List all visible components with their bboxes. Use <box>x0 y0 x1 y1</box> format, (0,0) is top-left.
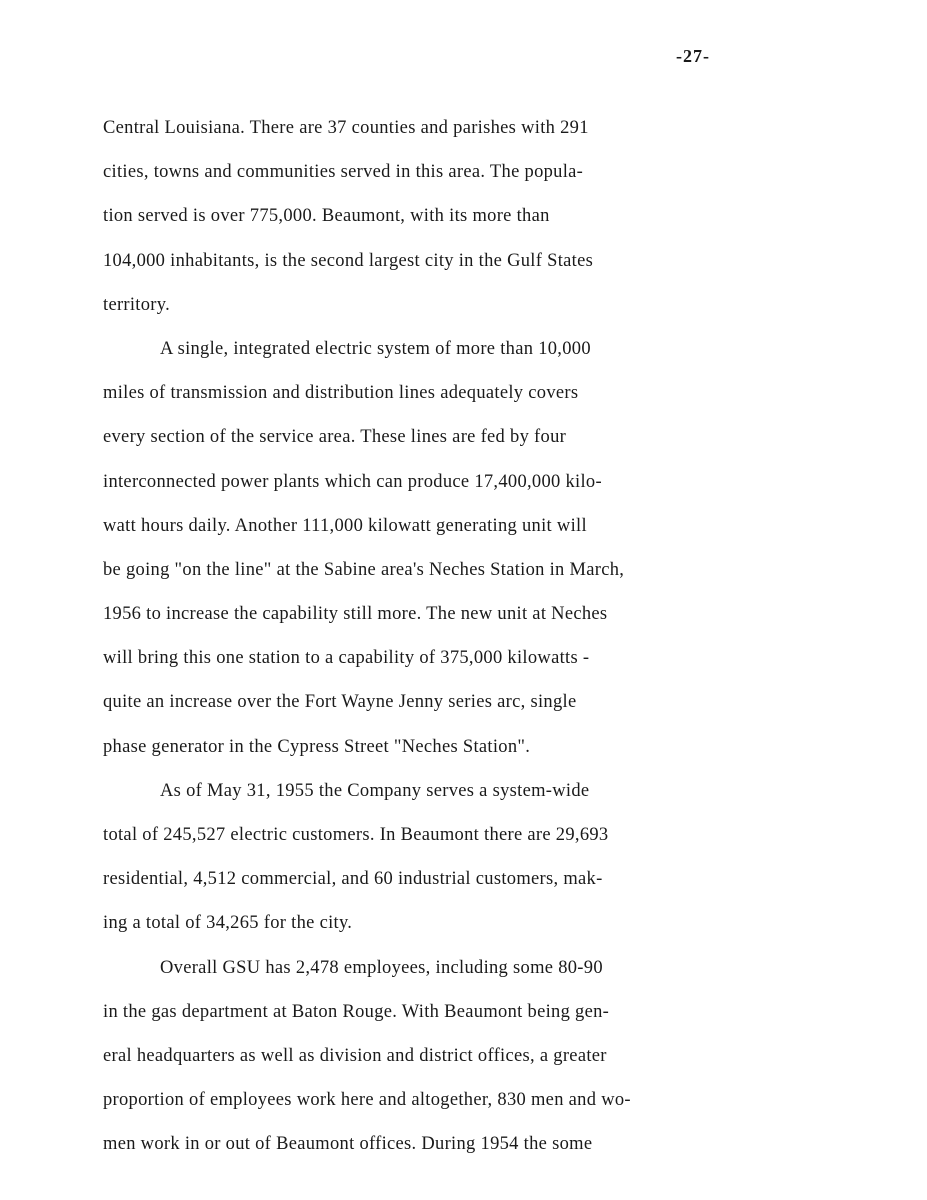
text-line: territory. <box>103 294 171 315</box>
text-line: total of 245,527 electric customers. In Beaumont there are 29,693 <box>103 825 609 845</box>
text-line: As of May 31, 1955 the Company serves a system-wide <box>160 780 590 801</box>
text-line: A single, integrated electric system of more than 10,000 <box>160 338 591 359</box>
text-line: residential, 4,512 commercial, and 60 industrial customers, mak- <box>103 869 603 890</box>
text-line: miles of transmission and distribution lines adequately covers <box>103 383 579 404</box>
text-line: men work in or out of Beaumont offices. During 1954 the some <box>103 1134 593 1155</box>
text-line: ing a total of 34,265 for the city. <box>103 913 353 934</box>
text-line: cities, towns and communities served in this area. The popula- <box>103 162 584 183</box>
page-number: -27- <box>676 46 710 66</box>
text-line: eral headquarters as well as division and district offices, a greater <box>103 1045 607 1066</box>
text-line: will bring this one station to a capability of 375,000 kilowatts - <box>103 648 590 669</box>
text-line: interconnected power plants which can produce 17,400,000 kilo- <box>103 471 602 492</box>
text-line: quite an increase over the Fort Wayne Jenny series arc, single <box>103 692 577 713</box>
text-line: proportion of employees work here and altogether, 830 men and wo- <box>103 1090 631 1111</box>
text-line: be going "on the line" at the Sabine area's Neches Station in March, <box>103 559 625 580</box>
text-line: Central Louisiana. There are 37 counties and parishes with 291 <box>103 118 589 138</box>
text-line: every section of the service area. These lines are fed by four <box>103 427 567 448</box>
text-line: tion served is over 775,000. Beaumont, with its more than <box>103 206 550 227</box>
text-line: 104,000 inhabitants, is the second largest city in the Gulf States <box>103 250 594 271</box>
text-line: watt hours daily. Another 111,000 kilowatt generating unit will <box>103 515 587 536</box>
text-line: in the gas department at Baton Rouge. With Beaumont being gen- <box>103 1001 610 1022</box>
text-line: 1956 to increase the capability still more. The new unit at Neches <box>103 604 608 625</box>
text-line: phase generator in the Cypress Street "Neches Station". <box>103 736 531 757</box>
text-line: Overall GSU has 2,478 employees, including some 80-90 <box>160 957 603 978</box>
document-body <box>103 114 803 1175</box>
